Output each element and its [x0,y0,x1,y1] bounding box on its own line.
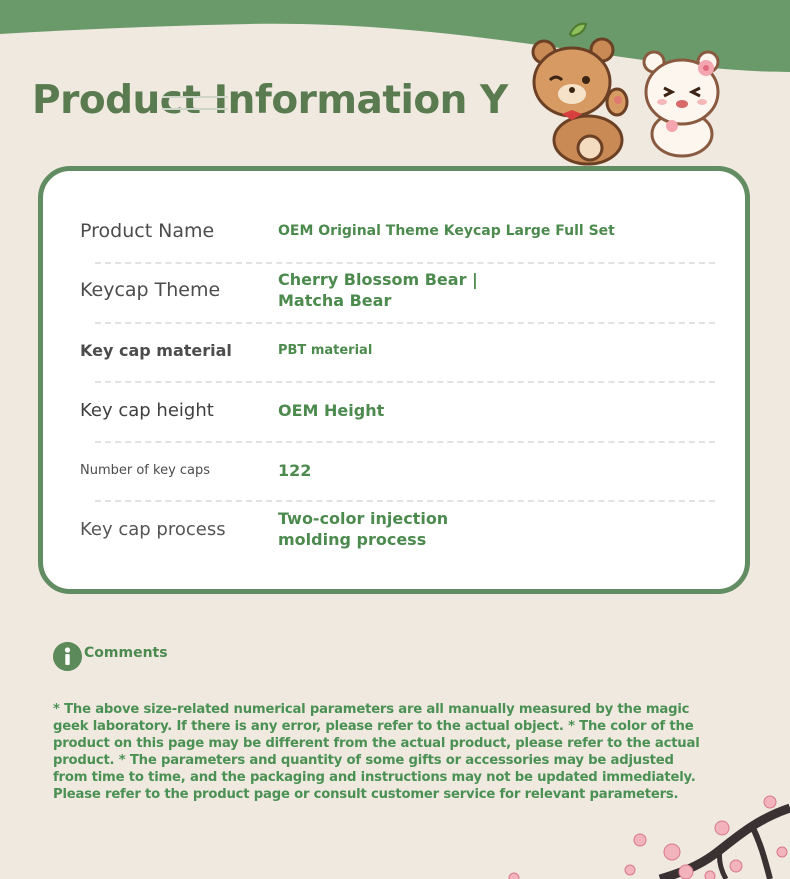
spec-label: Product Name [80,220,215,242]
spec-value: 122 [278,460,312,480]
spec-row-key-cap-process [43,499,745,559]
spec-label: Number of key caps [80,462,211,478]
spec-value: Two-color injection molding process [278,509,449,549]
spec-label: Key cap material [80,340,232,360]
spec-row-key-cap-material [43,320,745,380]
product-info-card [38,166,750,594]
cherry-blossom-branch-illustration [490,790,790,879]
spec-row-number-of-key-caps [43,440,745,500]
spec-value: OEM Original Theme Keycap Large Full Set [278,222,615,239]
title-decoration [162,96,228,110]
brown-bear-illustration [533,24,627,164]
info-icon [53,642,82,671]
bear-mascots-illustration [522,22,732,170]
disclaimer-text: * The above size-related numerical parameters are all manually measured by the magic geek laboratory. If there is any error, please refer to the actual object. * The color of the product on this page may be different from the actual product, please refer to the actual product. * The parameters and quantity of some gifts or accessories may be adjusted from time to time, and the packaging and instructions may not be updated immediately. Please refer to the product page or consult customer service for relevant parameters. [53,702,700,802]
spec-label: Key cap process [80,518,226,540]
spec-value: PBT material [278,342,373,358]
white-bear-illustration [644,52,718,156]
page-title: Product Information Y [32,78,508,123]
spec-value: Cherry Blossom Bear | Matcha Bear [278,270,478,310]
spec-value: OEM Height [278,400,385,420]
spec-label: Key cap height [80,399,214,421]
spec-row-keycap-theme [43,260,745,320]
spec-label: Keycap Theme [80,279,221,301]
spec-row-product-name [43,201,745,261]
comments-heading: Comments [84,645,168,661]
spec-row-key-cap-height [43,380,745,440]
